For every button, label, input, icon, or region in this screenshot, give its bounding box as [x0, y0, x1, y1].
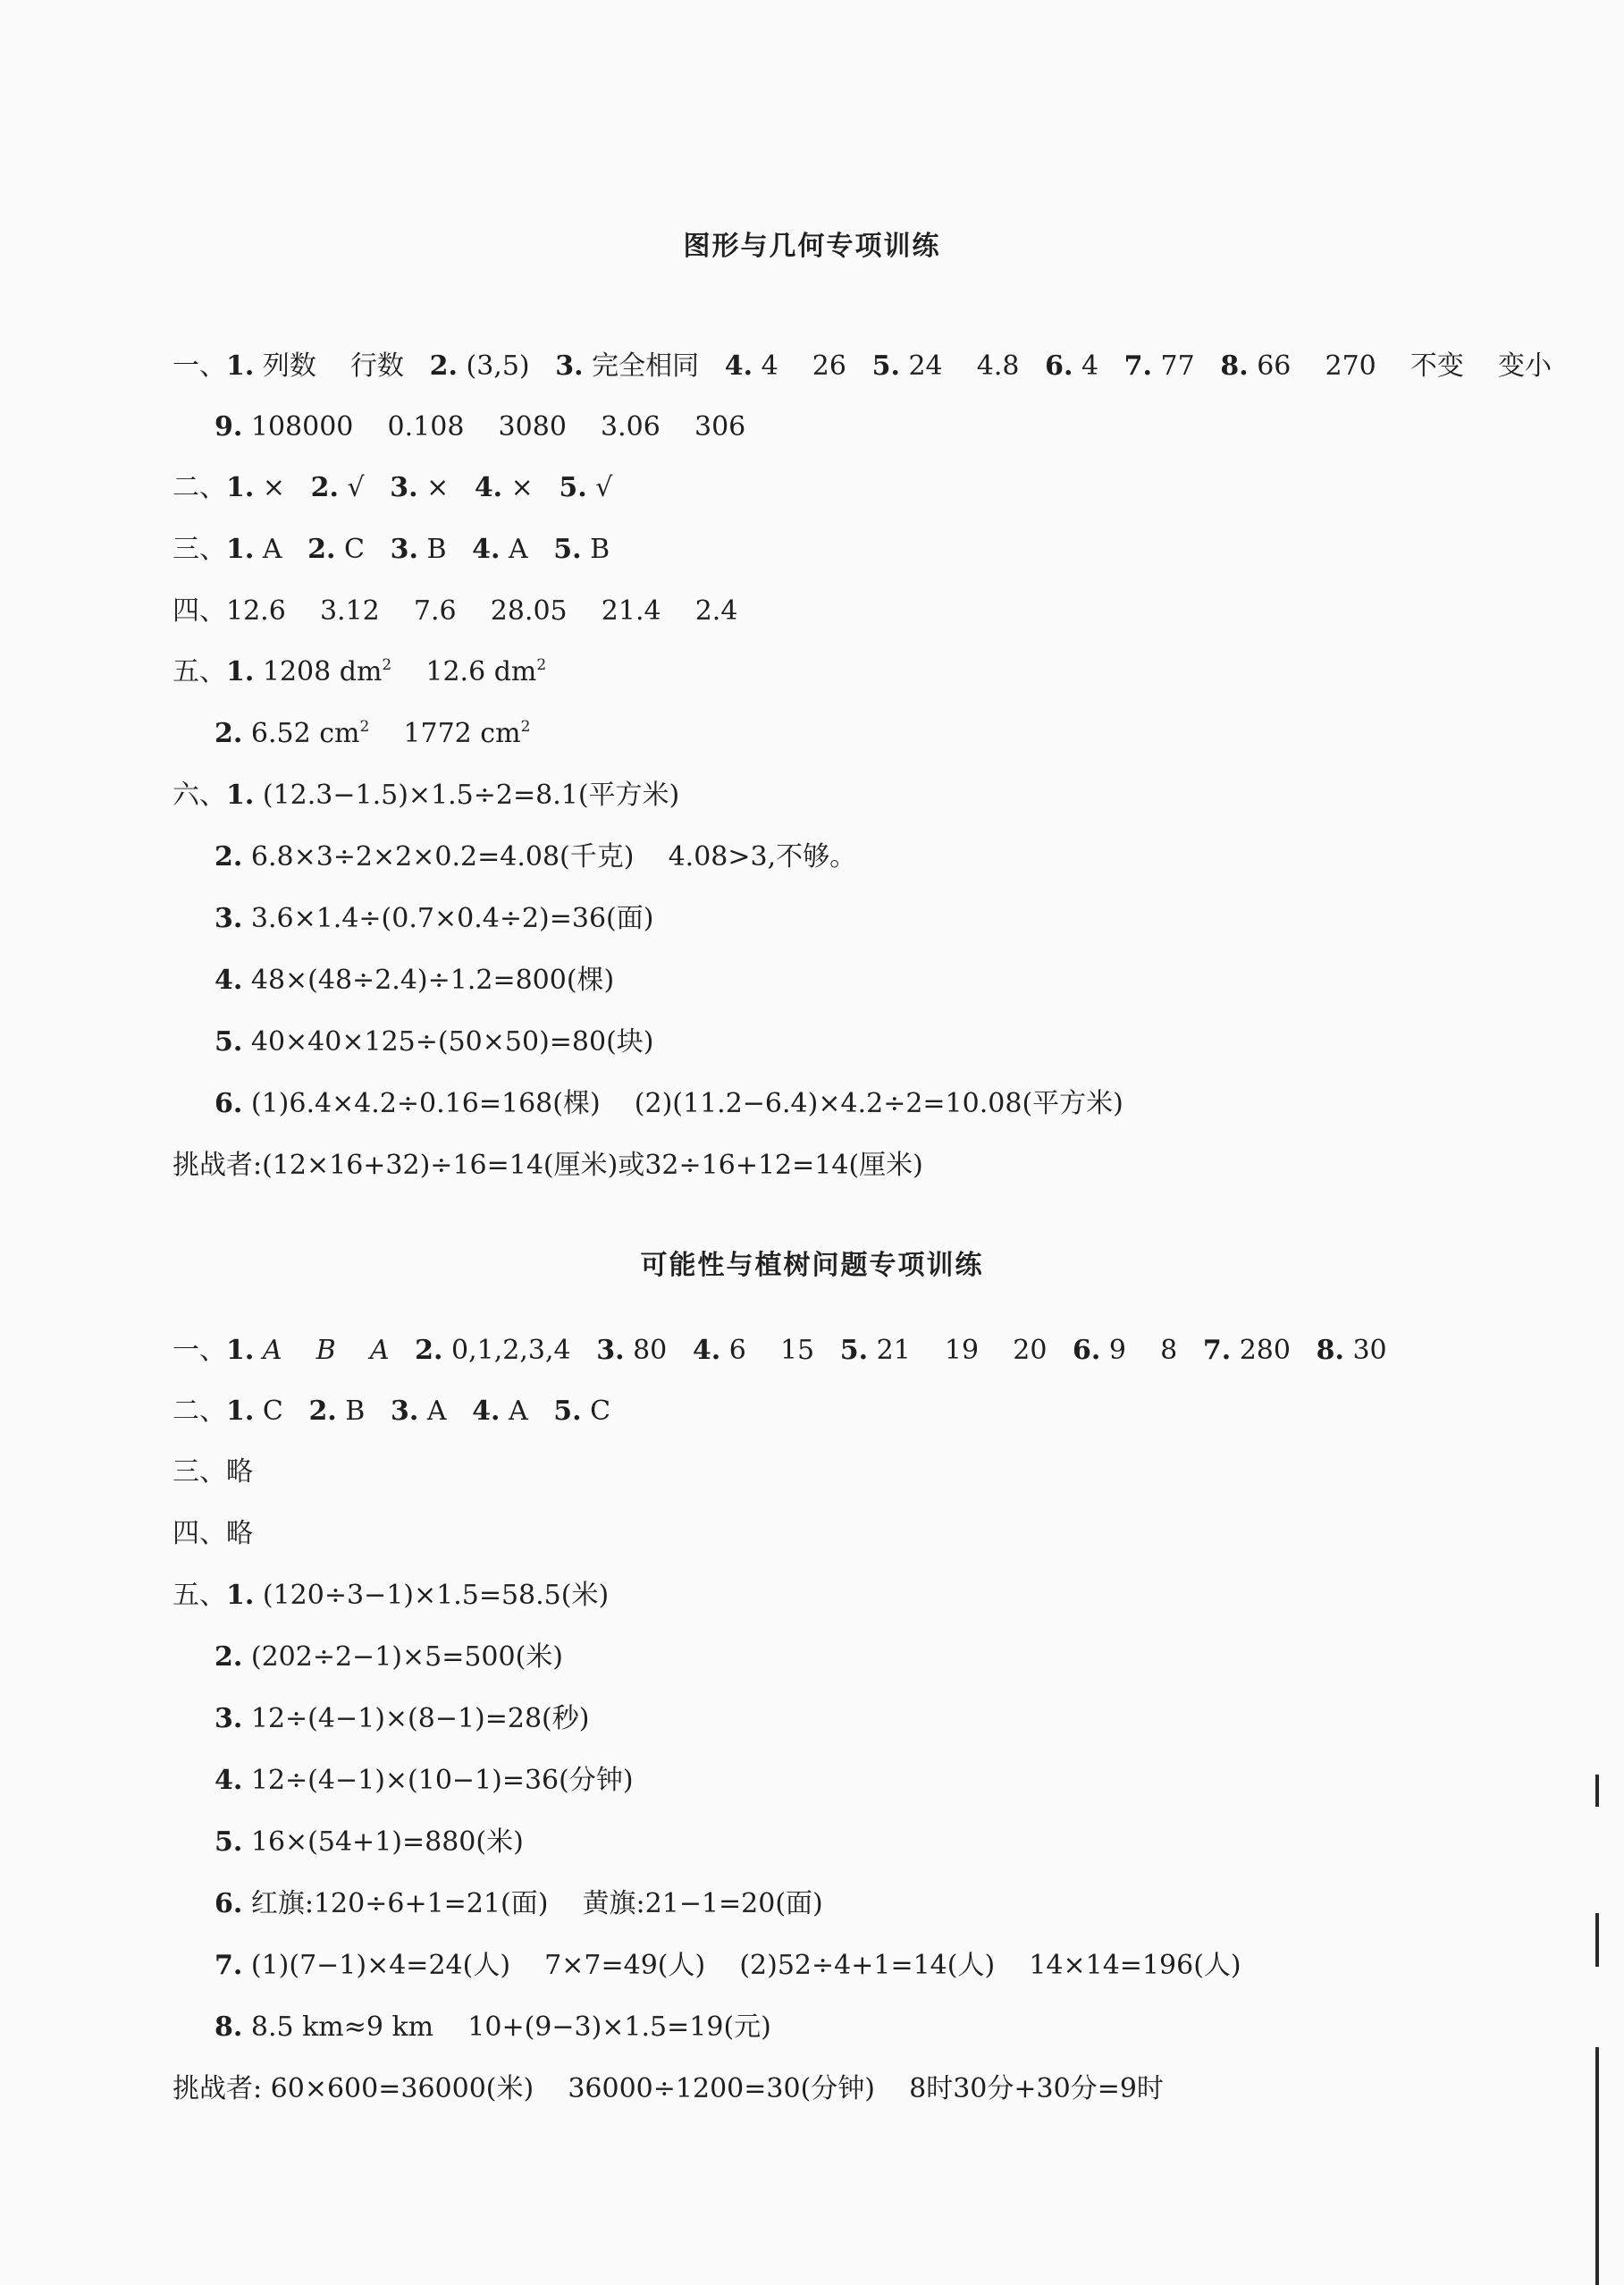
text: (120÷3−1)×1.5=58.5(米) — [254, 1580, 610, 1611]
num: 1. — [226, 780, 255, 811]
num: 7. — [1123, 350, 1152, 382]
text: √ — [586, 472, 613, 503]
answer-line-1-6 — [172, 654, 546, 690]
num: 1. — [226, 1580, 255, 1611]
num: 7. — [1202, 1335, 1232, 1366]
num: 4. — [474, 472, 503, 503]
num: 2. — [429, 350, 458, 382]
answer-line-2-3: 三、略 — [172, 1456, 253, 1488]
answer-line-1-12 — [215, 1024, 654, 1060]
text: 24 4.8 — [899, 350, 1046, 382]
text: 6.8×3÷2×2×0.2=4.08(千克) 4.08>3,不够。 — [242, 841, 857, 873]
text: 6.52 cm — [242, 718, 360, 749]
text: (202÷2−1)×5=500(米) — [242, 1641, 564, 1673]
text: × — [417, 472, 475, 503]
text: 4 26 — [753, 350, 872, 382]
answer-line-1-4 — [172, 532, 610, 568]
text: 40×40×125÷(50×50)=80(块) — [242, 1026, 654, 1058]
num: 2. — [308, 1395, 337, 1427]
text: 1772 cm — [369, 718, 521, 749]
text: (1)(7−1)×4=24(人) 7×7=49(人) (2)52÷4+1=14(人) 14×14=196(人) — [242, 1950, 1241, 1981]
text: 48×(48÷2.4)÷1.2=800(棵) — [242, 965, 615, 996]
answer-line-2-4: 四、略 — [172, 1518, 253, 1549]
num: 3. — [555, 350, 584, 382]
superscript: 2 — [520, 718, 531, 736]
num: 5. — [553, 534, 582, 565]
num: 2. — [215, 841, 243, 873]
text: C — [335, 534, 391, 565]
num: 5. — [215, 1026, 243, 1058]
num: 4. — [692, 1335, 721, 1366]
text: 1208 dm — [254, 656, 383, 687]
num: 7. — [215, 1950, 243, 1981]
answer-line-1-11 — [215, 963, 614, 999]
text: (3,5) — [457, 350, 556, 382]
num: 4. — [215, 1765, 243, 1796]
num: 1. — [226, 350, 255, 382]
text: 一、 — [172, 350, 226, 382]
num: 5. — [553, 1395, 582, 1427]
text: B — [581, 534, 610, 565]
scan-edge-mark — [1595, 1775, 1599, 1807]
answer-line-1-8 — [172, 778, 679, 814]
text: 二、 — [172, 1395, 226, 1427]
text: 三、 — [172, 534, 226, 565]
answer-line-1-13 — [215, 1086, 1123, 1122]
num: 3. — [390, 534, 418, 565]
answer-line-2-9 — [215, 1825, 524, 1860]
text: A — [418, 1395, 473, 1427]
text: C — [581, 1395, 611, 1427]
num: 2. — [415, 1335, 443, 1366]
num: 6. — [1045, 350, 1073, 382]
text: A — [254, 534, 308, 565]
num: 3. — [596, 1335, 625, 1366]
num: 8. — [1220, 350, 1249, 382]
answer-line-2-1 — [172, 1333, 1387, 1369]
text: 12.6 dm — [391, 656, 537, 687]
text: 3.6×1.4÷(0.7×0.4÷2)=36(面) — [242, 903, 654, 934]
answer-line-2-6 — [215, 1640, 563, 1675]
num: 3. — [390, 1395, 419, 1427]
text: 列数 行数 — [254, 350, 430, 382]
text: 6 15 — [720, 1335, 840, 1366]
num: 4. — [724, 350, 753, 382]
text: 9 8 — [1100, 1335, 1203, 1366]
num: 1. — [226, 1335, 255, 1366]
num: 1. — [226, 656, 255, 687]
num: 6. — [215, 1088, 243, 1119]
num: 6. — [215, 1888, 243, 1919]
text: 16×(54+1)=880(米) — [242, 1826, 524, 1858]
num: 1. — [226, 534, 255, 565]
answer-line-1-7 — [215, 716, 530, 752]
text: 五、 — [172, 656, 226, 687]
num: 3. — [215, 1703, 243, 1734]
text: (12.3−1.5)×1.5÷2=8.1(平方米) — [254, 780, 680, 811]
num: 3. — [215, 903, 243, 934]
text: B — [336, 1395, 391, 1427]
text: × — [254, 472, 311, 503]
text: 30 — [1343, 1335, 1387, 1366]
answer-line-2-13: 挑战者: 60×600=36000(米) 36000÷1200=30(分钟) 8时30分+30分=9时 — [172, 2073, 1164, 2104]
text: 66 270 不变 变小 — [1248, 350, 1552, 382]
text: 108000 0.108 3080 3.06 306 — [242, 411, 746, 443]
num: 2. — [310, 472, 339, 503]
text: 0,1,2,3,4 — [442, 1335, 597, 1366]
text: √ — [338, 472, 391, 503]
answer-line-1-10 — [215, 901, 653, 937]
text: 六、 — [172, 780, 226, 811]
num: 5. — [559, 472, 587, 503]
answer-line-2-11 — [215, 1948, 1241, 1984]
num: 1. — [226, 472, 255, 503]
num: 9. — [215, 411, 243, 443]
text: 280 — [1231, 1335, 1317, 1366]
section-title-geometry: 图形与几何专项训练 — [683, 231, 941, 262]
answer-line-1-3 — [172, 470, 612, 506]
answer-line-2-12 — [215, 2010, 771, 2045]
text: 完全相同 — [583, 350, 725, 382]
num: 4. — [472, 534, 501, 565]
text: 红旗:120÷6+1=21(面) 黄旗:21−1=20(面) — [242, 1888, 823, 1919]
text: C — [254, 1395, 309, 1427]
text: 12÷(4−1)×(10−1)=36(分钟) — [242, 1765, 634, 1796]
text: × — [502, 472, 560, 503]
text: 8.5 km≈9 km 10+(9−3)×1.5=19(元) — [242, 2011, 771, 2043]
text: 二、 — [172, 472, 226, 503]
scan-edge-mark — [1595, 1913, 1599, 1967]
num: 5. — [871, 350, 900, 382]
num: 8. — [1316, 1335, 1344, 1366]
num: 6. — [1073, 1335, 1101, 1366]
num: 1. — [226, 1395, 255, 1427]
answer-line-2-8 — [215, 1763, 634, 1799]
num: 2. — [215, 718, 243, 749]
text: 一、 — [172, 1335, 226, 1366]
text: (1)6.4×4.2÷0.16=168(棵) (2)(11.2−6.4)×4.2÷2=10.08(平方米) — [242, 1088, 1123, 1119]
text: A B A — [254, 1335, 416, 1366]
num: 5. — [215, 1826, 243, 1858]
answer-line-2-5 — [172, 1578, 609, 1614]
superscript: 2 — [359, 718, 370, 736]
num: 2. — [215, 1641, 243, 1673]
answer-line-1-1 — [172, 349, 1552, 384]
text: 五、 — [172, 1580, 226, 1611]
answer-line-1-5: 四、12.6 3.12 7.6 28.05 21.4 2.4 — [172, 595, 738, 627]
answer-line-1-9 — [215, 839, 856, 875]
text: 4 — [1073, 350, 1124, 382]
text: A — [500, 1395, 554, 1427]
text: 80 — [624, 1335, 693, 1366]
text: B — [417, 534, 473, 565]
section-title-probability: 可能性与植树问题专项训练 — [640, 1250, 984, 1281]
answer-line-1-14: 挑战者:(12×16+32)÷16=14(厘米)或32÷16+12=14(厘米) — [172, 1150, 923, 1181]
num: 4. — [215, 965, 243, 996]
answer-line-2-10 — [215, 1886, 823, 1922]
text: 12÷(4−1)×(8−1)=28(秒) — [242, 1703, 590, 1734]
num: 3. — [390, 472, 418, 503]
num: 5. — [839, 1335, 869, 1366]
text: 77 — [1152, 350, 1221, 382]
num: 4. — [472, 1395, 501, 1427]
superscript: 2 — [382, 656, 392, 674]
text: 21 19 20 — [868, 1335, 1073, 1366]
scan-edge-mark — [1595, 2047, 1599, 2285]
text: A — [500, 534, 554, 565]
superscript: 2 — [536, 656, 547, 674]
answer-line-2-7 — [215, 1701, 589, 1737]
answer-line-1-2 — [215, 409, 745, 445]
num: 8. — [215, 2011, 243, 2043]
num: 2. — [307, 534, 336, 565]
answer-line-2-2 — [172, 1394, 610, 1429]
